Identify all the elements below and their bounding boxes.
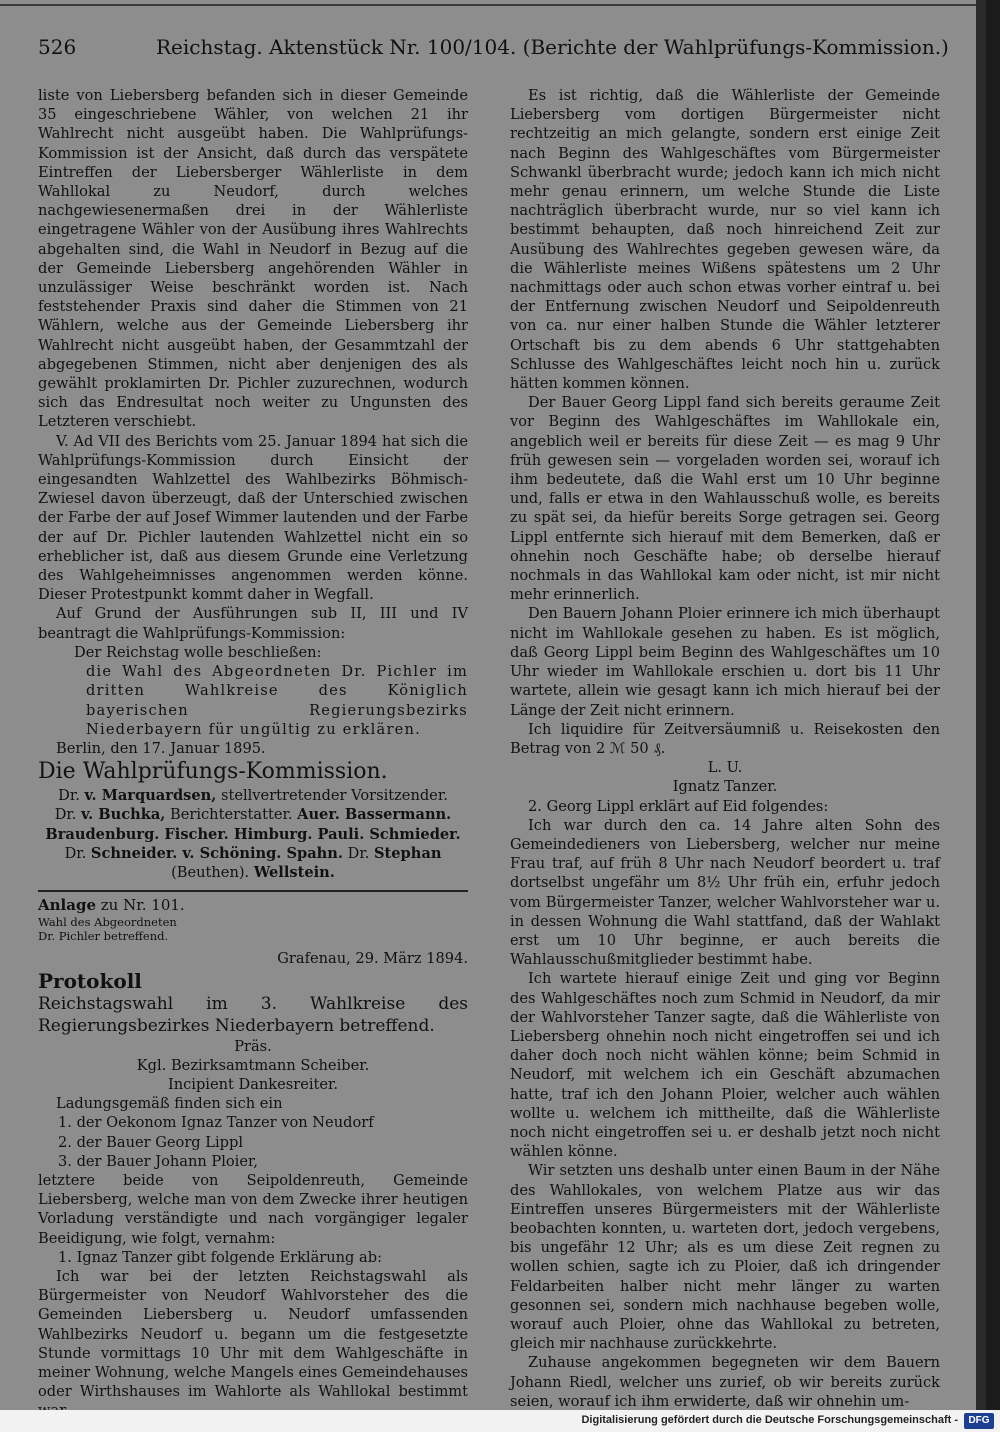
member-line: Dr. v. Marquardsen, stellvertretender Vorsitzender. <box>58 787 448 805</box>
paragraph: Ich war durch den ca. 14 Jahre alten Sohn des Gemeindedieners von Liebersberg, welcher nur meine Frau traf, auf früh 8 Uhr nach Neudorf beordert u. traf dortselbst ungefähr um 8½ Uhr früh ein, erfuhr jedoch vom Bürgermeister Tanzer, welcher Wahlvorsteher war u. in dessen Wohnung die Wahl stattfand, daß der Wahlakt erst um 10 Uhr beginne, er auch bereits die Wahlausschußmitglieder bestimmt habe. <box>510 816 940 969</box>
paragraph: Zuhause angekommen begegneten wir dem Bauern Johann Riedl, welcher uns zurief, ob wir bereits zurück seien, worauf ich ihm erwiderte, daß wir ohnehin um- <box>510 1354 940 1410</box>
right-column <box>510 86 940 1411</box>
presence-label: Präs. <box>234 1037 272 1055</box>
signature-name: Ignatz Tanzer. <box>672 778 778 796</box>
presence-line: Incipient Dankesreiter. <box>167 1075 339 1093</box>
paragraph: 1. Ignaz Tanzer gibt folgende Erklärung ab: <box>58 1248 382 1266</box>
paragraph: letztere beide von Seipoldenreuth, Gemeinde Liebersberg, welche man von dem Zwecke ihrer heutigen Vorladung verständigte und nach vorgängiger legaler Beeidigung, wie folgt, vernahm: <box>38 1171 468 1247</box>
funding-note: Digitalisierung gefördert durch die Deutsche Forschungsgemeinschaft - <box>581 1414 958 1426</box>
paragraph: 2. Georg Lippl erklärt auf Eid folgendes: <box>528 797 829 815</box>
paragraph: Ich war bei der letzten Reichstagswahl als Bürgermeister von Neudorf Wahlvorsteher des die Gemeinden Liebersberg u. Neudorf umfassenden Wahlbezirks Neudorf u. begann um die festgesetzte Stunde vormittags 10 Uhr mit dem Wahlgeschäfte in meiner Wohnung, welche Mangels eines Gemeindehauses oder Wirthshauses im Wahlorte als Wahllokal bestimmt <box>38 1267 468 1401</box>
paragraph: liste von Liebersberg befanden sich in dieser Gemeinde 35 eingeschriebene Wähler, von welchen 21 ihr Wahlrecht nicht ausgeübt haben. Die Wahlprüfungs-Kommission ist der Ansicht, daß durch das verspätete Eintreffen der Liebersberger Wählerliste in dem Wahllokal zu Neudorf, durch welches nachgewiesenermaßen drei in der Wählerliste eingetragene Wähler von der Ausübung ihres Wahlrechts abgehalten sind, die Wahl in Neudorf in Bezug auf die der Gemeinde Liebersberg angehörenden Wähler in unzulässiger Weise beschränkt worden ist. Nach feststehender Praxis sind daher die Stimmen von 21 Wählern, welche aus der Gemeinde Liebersberg ihr Wahlrecht nicht ausgeübt haben, der Gesammtzahl der abgegebenen Stimmen, nicht aber denjenigen des als gewählt proklamirten Dr. Pichler zuzurechnen, wodurch sich das Endresultat noch weiter zu Ungunsten des Letzteren verschiebt. <box>38 87 468 431</box>
paragraph: Es ist richtig, daß die Wählerliste der Gemeinde Liebersberg vom dortigen Bürgermeister nicht rechtzeitig an mich gelangte, sondern erst einige Zeit nach Beginn des Wahlgeschäftes vom Bürgermeister Schwankl überbracht wurde; jedoch kann ich mich nicht mehr genau erinnern, um welche Stunde die Liste nachträglich überbracht wurde, nur so viel kann ich bestimmt behaupten, daß noch hinreichend Zeit zur Ausübung des Wahlrechtes gegeben gewesen wäre, da die Wählerliste meines Wißens spätestens um 2 Uhr nachmittags oder auch schon etwas vorher eintraf u. bei der Entfernung zwischen Neudorf und Seipoldenreuth von ca. nur einer halben Stunde die Wähler letzterer Ortschaft bis zu dem abends 6 Uhr stattgehabten Schlusse des Wahlgeschäftes leicht noch hin u. zurück hätten kommen können. <box>510 87 940 393</box>
section-divider <box>38 890 468 892</box>
top-scan-edge <box>0 4 986 6</box>
paragraph: Ich wartete hierauf einige Zeit und ging vor Beginn des Wahlgeschäftes noch zum Schmid in Neudorf, da mir der Wahlvorsteher Tanzer sagte, daß die Wählerliste von Liebersberg ohnehin noch nicht eingetroffen sei und ich daher doch noch nicht wählen könne; beim Schmid in Neudorf, mit welchem ich ein Geschäft abzumachen hatte, traf ich den Johann Ploier, welcher auch wählen wollte u. welchem ich mittheilte, daß die Wählerliste noch nicht eingetroffen sei u. er deshalb jetzt noch nicht wählen könne. <box>510 970 940 1161</box>
signature-mark: L. U. <box>707 759 743 777</box>
list-item: 2. der Bauer Georg Lippl <box>58 1133 243 1151</box>
list-item: 3. der Bauer Johann Ploier, <box>58 1152 258 1170</box>
paragraph: Wir setzten uns deshalb unter einen Baum in der Nähe des Wahllokales, von welchem Platze aus wir das Eintreffen unseres Bürgermeisters mit der Wählerliste beobachten konnten, u. warteten dort, jedoch vergebens, bis ungefähr 12 Uhr; als es um diese Zeit regnen zu wollen schien, sagte ich zu Ploier, daß ich dringender Feldarbeiten halber nicht mehr länger zu warten gesonnen sei, sondern mich nachhause begeben wolle, worauf auch Ploier, ohne das Wahllokal zu betreten, gleich mir nachhause zurückkehrte. <box>510 1162 940 1353</box>
presence-line: Kgl. Bezirksamtmann Scheiber. <box>136 1056 370 1074</box>
appendix-heading: Anlage zu Nr. 101. <box>38 896 185 915</box>
running-title: Reichstag. Aktenstück Nr. 100/104. (Berichte der Wahlprüfungs-Kommission.) <box>156 35 949 59</box>
paragraph: Ich liquidire für Zeitversäumniß u. Reisekosten den Betrag von 2 ℳ 50 ₰. <box>510 720 940 757</box>
subject-note: Dr. Pichler betreffend. <box>38 929 169 944</box>
digitization-footer <box>0 1410 1000 1432</box>
paragraph: Den Bauern Johann Ploier erinnere ich mich überhaupt nicht im Wahllokale gesehen zu haben. Es ist möglich, daß Georg Lippl beim Beginn des Wahlgeschäftes um 10 Uhr wieder im Wahllokale erschien u. dort bis 11 Uhr wartete, allein wie gesagt kann ich mich hierauf bei der Länge der Zeit nicht erinnern. <box>510 605 940 719</box>
place-date: Grafenau, 29. März 1894. <box>277 950 468 968</box>
dfg-logo: DFG <box>964 1413 994 1429</box>
paragraph: Der Bauer Georg Lippl fand sich bereits geraume Zeit vor Beginn des Wahlgeschäftes im Wahllokale ein, angeblich weil er bereits für diese Zeit — es mag 9 Uhr früh gewesen sein — vorgeladen worden sei, worauf ich ihm bedeutete, daß die Wahl erst um 10 Uhr beginne und, falls er etwa in den Wahlausschuß wolle, es bereits zu spät sei, da hiefür bereits Sorge getragen sei. Georg Lippl entfernte sich hierauf mit dem Bemerken, daß er ohnehin noch Geschäfte habe; ob derselbe hierauf nochmals in das Wahllokal kam oder nicht, ist mir nicht mehr erinnerlich. <box>510 394 940 604</box>
protocol-title: Protokoll <box>38 968 142 993</box>
commission-members <box>38 786 468 882</box>
member-line: Dr. Schneider. v. Schöning. Spahn. Dr. Stephan <box>64 844 442 862</box>
member-line: Braudenburg. Fischer. Himburg. Pauli. Schmieder. <box>45 825 461 843</box>
subject-note: Wahl des Abgeordneten <box>38 915 177 930</box>
list-item: 1. der Oekonom Ignaz Tanzer von Neudorf <box>58 1114 374 1132</box>
paragraph: V. Ad VII des Berichts vom 25. Januar 1894 hat sich die Wahlprüfungs-Kommission durch Einsicht der eingesandten Wahlzettel des Wahlbezirks Böhmisch-Zwiesel davon überzeugt, daß der Unterschied zwischen der Farbe der auf Josef Wimmer lautenden und der Farbe der auf Dr. Pichler lautenden Wahlzettel nicht ein so erheblicher ist, daß aus diesem Grunde eine Verletzung des Wahlgeheimnisses angenommen werden könne. Dieser Protestpunkt kommt daher in Wegfall. <box>38 432 468 604</box>
member-line: (Beuthen). Wellstein. <box>171 863 335 881</box>
place-date: Berlin, den 17. Januar 1895. <box>56 739 266 757</box>
page-number: 526 <box>38 35 77 59</box>
paragraph: Der Reichstag wolle beschließen: <box>74 643 322 661</box>
paragraph: Auf Grund der Ausführungen sub II, III und IV beantragt die Wahlprüfungs-Kommission: <box>38 605 468 642</box>
protocol-subtitle: Reichstagswahl im 3. Wahlkreise des Regierungsbezirkes Niederbayern betreffend. <box>38 993 468 1036</box>
right-scan-edge <box>976 0 986 1410</box>
motion-text: die Wahl des Abgeordneten Dr. Pichler im dritten Wahlkreise des Königlich bayerischen Regierungsbezirks Niederbayern für ungültig zu erklären. <box>86 663 468 738</box>
commission-title: Die Wahlprüfungs-Kommission. <box>38 759 388 785</box>
member-line: Dr. v. Buchka, Berichterstatter. Auer. Bassermann. <box>54 806 452 824</box>
left-column <box>38 86 468 1421</box>
paragraph: Ladungsgemäß finden sich ein <box>56 1095 283 1113</box>
